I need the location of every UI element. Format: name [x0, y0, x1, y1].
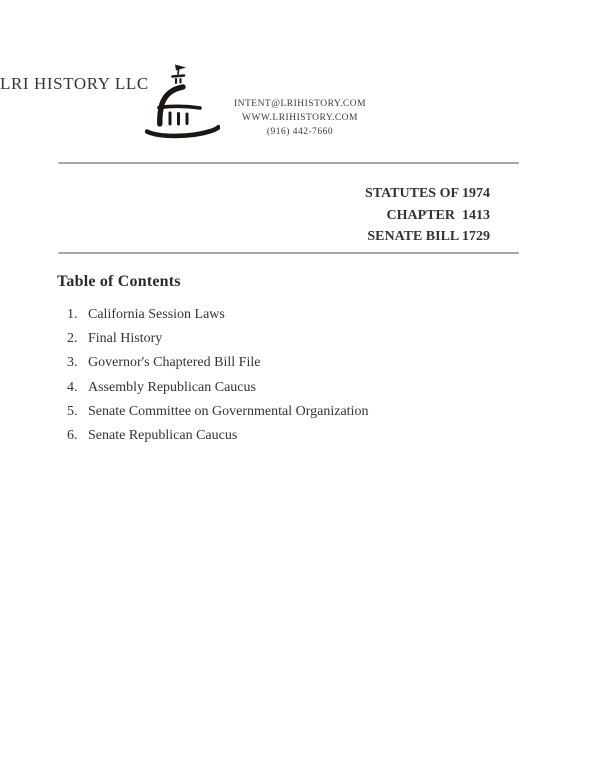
toc-item-label: California Session Laws	[88, 307, 225, 322]
toc-list	[67, 307, 368, 452]
toc-item	[67, 331, 368, 355]
statute-reference	[365, 183, 490, 248]
toc-item-number: 3.	[67, 355, 78, 371]
toc-item	[67, 380, 368, 404]
toc-item-number: 6.	[67, 427, 78, 443]
statute-line-chapter: CHAPTER 1413	[386, 207, 490, 223]
toc-item	[67, 428, 368, 452]
toc-item-number: 2.	[67, 331, 78, 347]
toc-item	[67, 404, 368, 428]
statute-line-statutes: STATUTES OF 1974	[365, 186, 490, 201]
toc-item-number: 5.	[67, 403, 78, 419]
toc-item	[67, 307, 368, 331]
toc-item-label: Final History	[88, 331, 163, 347]
company-email: INTENT@LRIHISTORY.COM	[233, 99, 367, 109]
toc-item-label: Senate Republican Caucus	[88, 427, 238, 443]
statute-line-senate-bill: SENATE BILL 1729	[367, 229, 490, 244]
header-divider	[58, 162, 519, 164]
toc-item-label: Governor's Chaptered Bill File	[88, 355, 261, 371]
toc-item-number: 1.	[67, 307, 78, 322]
company-website: WWW.LRIHISTORY.COM	[242, 113, 358, 123]
toc-heading: Table of Contents	[57, 273, 181, 290]
toc-item	[67, 355, 368, 379]
toc-item-label: Assembly Republican Caucus	[88, 379, 256, 395]
toc-item-label: Senate Committee on Governmental Organization	[88, 403, 369, 419]
company-name: LRI HISTORY LLC	[0, 74, 149, 93]
reference-divider	[58, 252, 519, 254]
toc-item-number: 4.	[67, 379, 78, 395]
company-phone: (916) 442-7660	[266, 127, 334, 137]
